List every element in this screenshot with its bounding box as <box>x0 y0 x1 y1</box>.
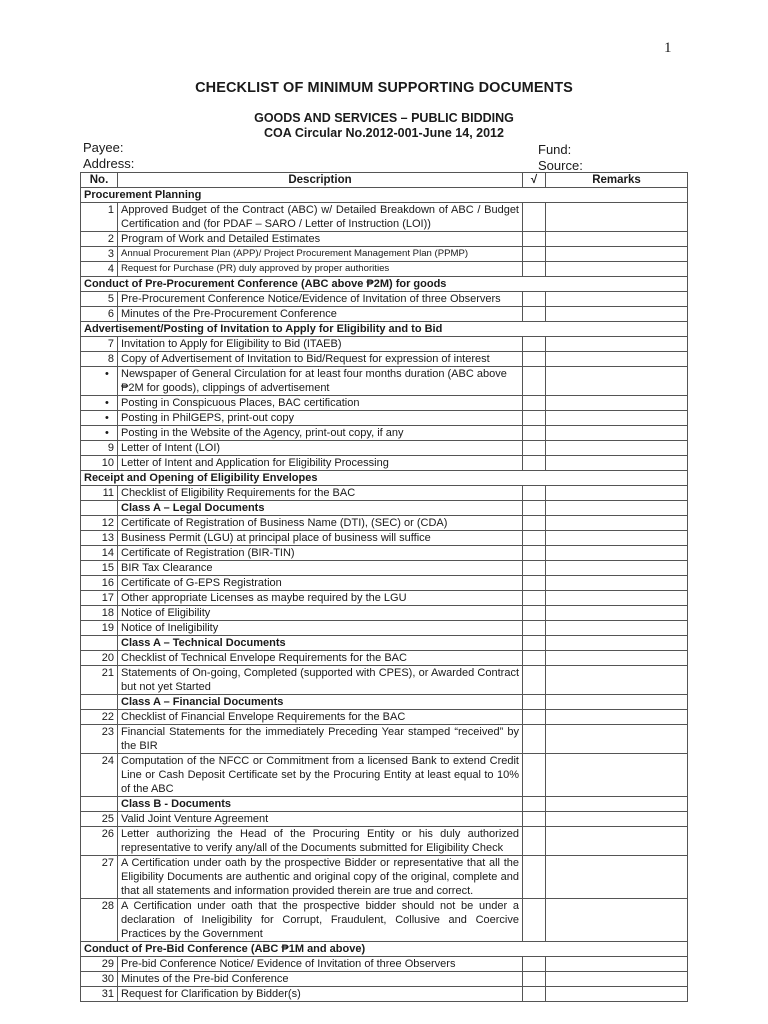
check-cell[interactable] <box>523 367 546 396</box>
item-description: A Certification under oath that the prospective bidder should not be under a declaration of Ineligibility for Corrupt, Fraudulent, Collusive and Coercive Practices by the Government <box>118 899 523 942</box>
section-header-row <box>81 277 688 292</box>
item-number: 7 <box>81 337 118 352</box>
check-cell[interactable] <box>523 486 546 501</box>
remarks-cell[interactable] <box>546 232 688 247</box>
item-description: Business Permit (LGU) at principal place of business will suffice <box>118 531 523 546</box>
item-description: Financial Statements for the immediately Preceding Year stamped “received” by the BIR <box>118 725 523 754</box>
remarks-cell[interactable] <box>546 486 688 501</box>
section-title: Receipt and Opening of Eligibility Envelopes <box>81 471 688 486</box>
remarks-cell[interactable] <box>546 972 688 987</box>
table-row <box>81 899 688 942</box>
item-description <box>105 367 523 396</box>
table-row <box>81 561 688 576</box>
remarks-cell[interactable] <box>546 516 688 531</box>
check-cell[interactable] <box>523 516 546 531</box>
item-number <box>81 636 118 651</box>
remarks-cell[interactable] <box>546 411 688 426</box>
item-number: 27 <box>81 856 118 899</box>
table-row <box>81 232 688 247</box>
remarks-cell[interactable] <box>546 203 688 232</box>
check-cell[interactable] <box>523 561 546 576</box>
item-description: Class A – Legal Documents <box>118 501 523 516</box>
remarks-cell[interactable] <box>546 856 688 899</box>
item-number: 30 <box>81 972 118 987</box>
sub-item-row <box>81 411 688 426</box>
item-number: 8 <box>81 352 118 367</box>
item-number: 1 <box>81 203 118 232</box>
check-cell[interactable] <box>523 232 546 247</box>
remarks-cell[interactable] <box>546 621 688 636</box>
remarks-cell[interactable] <box>546 666 688 695</box>
remarks-cell[interactable] <box>546 636 688 651</box>
header-check: √ <box>523 173 546 188</box>
sub-item-text: Posting in the Website of the Agency, print-out copy, if any <box>121 427 404 439</box>
table-row <box>81 987 688 1002</box>
remarks-cell[interactable] <box>546 591 688 606</box>
checklist-table <box>80 172 688 1002</box>
remarks-cell[interactable] <box>546 441 688 456</box>
item-number: 13 <box>81 531 118 546</box>
section-header-row <box>81 942 688 957</box>
table-row <box>81 486 688 501</box>
check-cell[interactable] <box>523 501 546 516</box>
item-number <box>81 501 118 516</box>
check-cell[interactable] <box>523 899 546 942</box>
remarks-cell[interactable] <box>546 352 688 367</box>
section-title: Procurement Planning <box>81 188 688 203</box>
sub-item-text: Posting in Conspicuous Places, BAC certification <box>121 397 360 409</box>
item-description: Approved Budget of the Contract (ABC) w/ Detailed Breakdown of ABC / Budget Certification and (for PDAF – SARO / Letter of Instruction (LOI)) <box>118 203 523 232</box>
check-cell[interactable] <box>523 812 546 827</box>
remarks-cell[interactable] <box>546 899 688 942</box>
remarks-cell[interactable] <box>546 812 688 827</box>
check-cell[interactable] <box>523 725 546 754</box>
remarks-cell[interactable] <box>546 337 688 352</box>
check-cell[interactable] <box>523 546 546 561</box>
item-number: 3 <box>81 247 118 262</box>
remarks-cell[interactable] <box>546 307 688 322</box>
class-header-row <box>81 797 688 812</box>
sub-item-text: Posting in PhilGEPS, print-out copy <box>121 412 295 424</box>
item-number: 26 <box>81 827 118 856</box>
remarks-cell[interactable] <box>546 957 688 972</box>
check-cell[interactable] <box>523 827 546 856</box>
item-description: Letter authorizing the Head of the Procuring Entity or his duly authorized representative to verify any/all of the Documents submitted for Eligibility Check <box>118 827 523 856</box>
remarks-cell[interactable] <box>546 754 688 797</box>
document-subtitle: GOODS AND SERVICES – PUBLIC BIDDING <box>254 111 514 125</box>
section-title: Conduct of Pre-Bid Conference (ABC ₱1M and above) <box>81 942 688 957</box>
item-number: 20 <box>81 651 118 666</box>
item-number: 16 <box>81 576 118 591</box>
bullet-icon: • <box>105 368 109 380</box>
bullet-icon: • <box>105 412 109 424</box>
remarks-cell[interactable] <box>546 576 688 591</box>
item-description: Other appropriate Licenses as maybe required by the LGU <box>118 591 523 606</box>
section-header-row <box>81 471 688 486</box>
check-cell[interactable] <box>523 972 546 987</box>
item-description: Valid Joint Venture Agreement <box>118 812 523 827</box>
section-header-row <box>81 188 688 203</box>
remarks-cell[interactable] <box>546 725 688 754</box>
table-row <box>81 247 688 262</box>
table-row <box>81 972 688 987</box>
table-header-row <box>81 173 688 188</box>
table-row <box>81 666 688 695</box>
table-row <box>81 352 688 367</box>
remarks-cell[interactable] <box>546 531 688 546</box>
check-cell[interactable] <box>523 352 546 367</box>
check-cell[interactable] <box>523 666 546 695</box>
item-number: 28 <box>81 899 118 942</box>
remarks-cell[interactable] <box>546 262 688 277</box>
item-description: Class B - Documents <box>118 797 523 812</box>
item-description: Program of Work and Detailed Estimates <box>118 232 523 247</box>
item-number: 6 <box>81 307 118 322</box>
table-row <box>81 812 688 827</box>
sub-item-row <box>81 426 688 441</box>
check-cell[interactable] <box>523 531 546 546</box>
item-description: Copy of Advertisement of Invitation to Bid/Request for expression of interest <box>118 352 523 367</box>
check-cell[interactable] <box>523 247 546 262</box>
table-row <box>81 725 688 754</box>
remarks-cell[interactable] <box>546 546 688 561</box>
payee-label: Payee: <box>83 140 124 155</box>
item-number: 22 <box>81 710 118 725</box>
remarks-cell[interactable] <box>546 247 688 262</box>
header-description: Description <box>118 173 523 188</box>
remarks-cell[interactable] <box>546 561 688 576</box>
item-description: Certificate of G-EPS Registration <box>118 576 523 591</box>
item-number: 12 <box>81 516 118 531</box>
item-number: 29 <box>81 957 118 972</box>
item-description: Minutes of the Pre-bid Conference <box>118 972 523 987</box>
item-number: 21 <box>81 666 118 695</box>
item-description: Class A – Technical Documents <box>118 636 523 651</box>
fund-label: Fund: <box>538 142 572 157</box>
check-cell[interactable] <box>523 856 546 899</box>
check-cell[interactable] <box>523 636 546 651</box>
item-description: BIR Tax Clearance <box>118 561 523 576</box>
item-description <box>105 426 523 441</box>
remarks-cell[interactable] <box>546 695 688 710</box>
check-cell[interactable] <box>523 957 546 972</box>
item-description <box>105 411 523 426</box>
item-number: 2 <box>81 232 118 247</box>
check-cell[interactable] <box>523 426 546 441</box>
check-cell[interactable] <box>523 441 546 456</box>
item-description: Certificate of Registration of Business Name (DTI), (SEC) or (CDA) <box>118 516 523 531</box>
address-label: Address: <box>83 156 135 171</box>
check-cell[interactable] <box>523 606 546 621</box>
item-number <box>81 797 118 812</box>
check-cell[interactable] <box>523 695 546 710</box>
remarks-cell[interactable] <box>546 797 688 812</box>
sub-item-row <box>81 367 688 396</box>
item-description: Pre-Procurement Conference Notice/Evidence of Invitation of three Observers <box>118 292 523 307</box>
table-row <box>81 441 688 456</box>
item-description: Checklist of Technical Envelope Requirements for the BAC <box>118 651 523 666</box>
sub-item-text: Newspaper of General Circulation for at least four months duration (ABC above ₱2M for goods), clippings of advertisement <box>121 368 507 394</box>
check-cell[interactable] <box>523 292 546 307</box>
item-number: 9 <box>81 441 118 456</box>
check-cell[interactable] <box>523 576 546 591</box>
item-description: Pre-bid Conference Notice/ Evidence of Invitation of three Observers <box>118 957 523 972</box>
bullet-icon: • <box>105 397 109 409</box>
item-number: 11 <box>81 486 118 501</box>
section-title: Advertisement/Posting of Invitation to Apply for Eligibility and to Bid <box>81 322 688 337</box>
item-number: 23 <box>81 725 118 754</box>
item-description: Invitation to Apply for Eligibility to Bid (ITAEB) <box>118 337 523 352</box>
table-row <box>81 957 688 972</box>
remarks-cell[interactable] <box>546 710 688 725</box>
class-header-row <box>81 501 688 516</box>
item-number: 25 <box>81 812 118 827</box>
check-cell[interactable] <box>523 754 546 797</box>
remarks-cell[interactable] <box>546 651 688 666</box>
item-number <box>81 695 118 710</box>
check-cell[interactable] <box>523 337 546 352</box>
remarks-cell[interactable] <box>546 606 688 621</box>
document-title: CHECKLIST OF MINIMUM SUPPORTING DOCUMENTS <box>195 80 573 96</box>
coa-circular-reference: COA Circular No.2012-001-June 14, 2012 <box>264 126 504 140</box>
check-cell[interactable] <box>523 987 546 1002</box>
page-number: 1 <box>664 40 672 56</box>
item-description: Letter of Intent and Application for Eligibility Processing <box>118 456 523 471</box>
section-header-row <box>81 322 688 337</box>
item-number: 19 <box>81 621 118 636</box>
item-description: Request for Purchase (PR) duly approved by proper authorities <box>118 262 523 277</box>
table-row <box>81 262 688 277</box>
class-header-row <box>81 636 688 651</box>
table-row <box>81 307 688 322</box>
remarks-cell[interactable] <box>546 456 688 471</box>
check-cell[interactable] <box>523 396 546 411</box>
check-cell[interactable] <box>523 307 546 322</box>
item-description: Letter of Intent (LOI) <box>118 441 523 456</box>
table-row <box>81 292 688 307</box>
checklist-body <box>81 188 688 1002</box>
item-description: Computation of the NFCC or Commitment from a licensed Bank to extend Credit Line or Cash Deposit Certificate set by the Procuring Entity at least equal to 10% of the ABC <box>118 754 523 797</box>
table-row <box>81 827 688 856</box>
remarks-cell[interactable] <box>546 501 688 516</box>
check-cell[interactable] <box>523 456 546 471</box>
remarks-cell[interactable] <box>546 367 688 396</box>
header-no: No. <box>81 173 118 188</box>
remarks-cell[interactable] <box>546 987 688 1002</box>
table-row <box>81 651 688 666</box>
section-title: Conduct of Pre-Procurement Conference (ABC above ₱2M) for goods <box>81 277 688 292</box>
table-row <box>81 576 688 591</box>
item-number: 10 <box>81 456 118 471</box>
table-row <box>81 516 688 531</box>
item-description: Checklist of Eligibility Requirements for the BAC <box>118 486 523 501</box>
item-description: Certificate of Registration (BIR-TIN) <box>118 546 523 561</box>
item-description: Notice of Eligibility <box>118 606 523 621</box>
item-description: A Certification under oath by the prospective Bidder or representative that all the Eligibility Documents are authentic and original copy of the original, complete and that all statements and information provided therein are true and correct. <box>118 856 523 899</box>
check-cell[interactable] <box>523 203 546 232</box>
check-cell[interactable] <box>523 710 546 725</box>
item-number: 31 <box>81 987 118 1002</box>
source-label: Source: <box>538 158 583 173</box>
check-cell[interactable] <box>523 591 546 606</box>
table-row <box>81 621 688 636</box>
item-description <box>105 396 523 411</box>
item-description: Statements of On-going, Completed (supported with CPES), or Awarded Contract but not yet Started <box>118 666 523 695</box>
table-row <box>81 203 688 232</box>
item-description: Request for Clarification by Bidder(s) <box>118 987 523 1002</box>
item-number: 14 <box>81 546 118 561</box>
table-row <box>81 456 688 471</box>
table-row <box>81 754 688 797</box>
item-description: Class A – Financial Documents <box>118 695 523 710</box>
item-number: 18 <box>81 606 118 621</box>
sub-item-row <box>81 396 688 411</box>
item-number: 17 <box>81 591 118 606</box>
class-header-row <box>81 695 688 710</box>
header-remarks: Remarks <box>546 173 688 188</box>
table-row <box>81 856 688 899</box>
table-row <box>81 710 688 725</box>
item-number: 5 <box>81 292 118 307</box>
item-description: Notice of Ineligibility <box>118 621 523 636</box>
table-row <box>81 337 688 352</box>
remarks-cell[interactable] <box>546 292 688 307</box>
check-cell[interactable] <box>523 262 546 277</box>
check-cell[interactable] <box>523 797 546 812</box>
remarks-cell[interactable] <box>546 827 688 856</box>
item-description: Minutes of the Pre-Procurement Conference <box>118 307 523 322</box>
check-cell[interactable] <box>523 621 546 636</box>
check-cell[interactable] <box>523 411 546 426</box>
table-row <box>81 606 688 621</box>
remarks-cell[interactable] <box>546 426 688 441</box>
item-number: 24 <box>81 754 118 797</box>
item-number: 15 <box>81 561 118 576</box>
item-description: Annual Procurement Plan (APP)/ Project Procurement Management Plan (PPMP) <box>118 247 523 262</box>
item-number: 4 <box>81 262 118 277</box>
table-row <box>81 546 688 561</box>
check-cell[interactable] <box>523 651 546 666</box>
bullet-icon: • <box>105 427 109 439</box>
item-description: Checklist of Financial Envelope Requirements for the BAC <box>118 710 523 725</box>
table-row <box>81 591 688 606</box>
remarks-cell[interactable] <box>546 396 688 411</box>
table-row <box>81 531 688 546</box>
